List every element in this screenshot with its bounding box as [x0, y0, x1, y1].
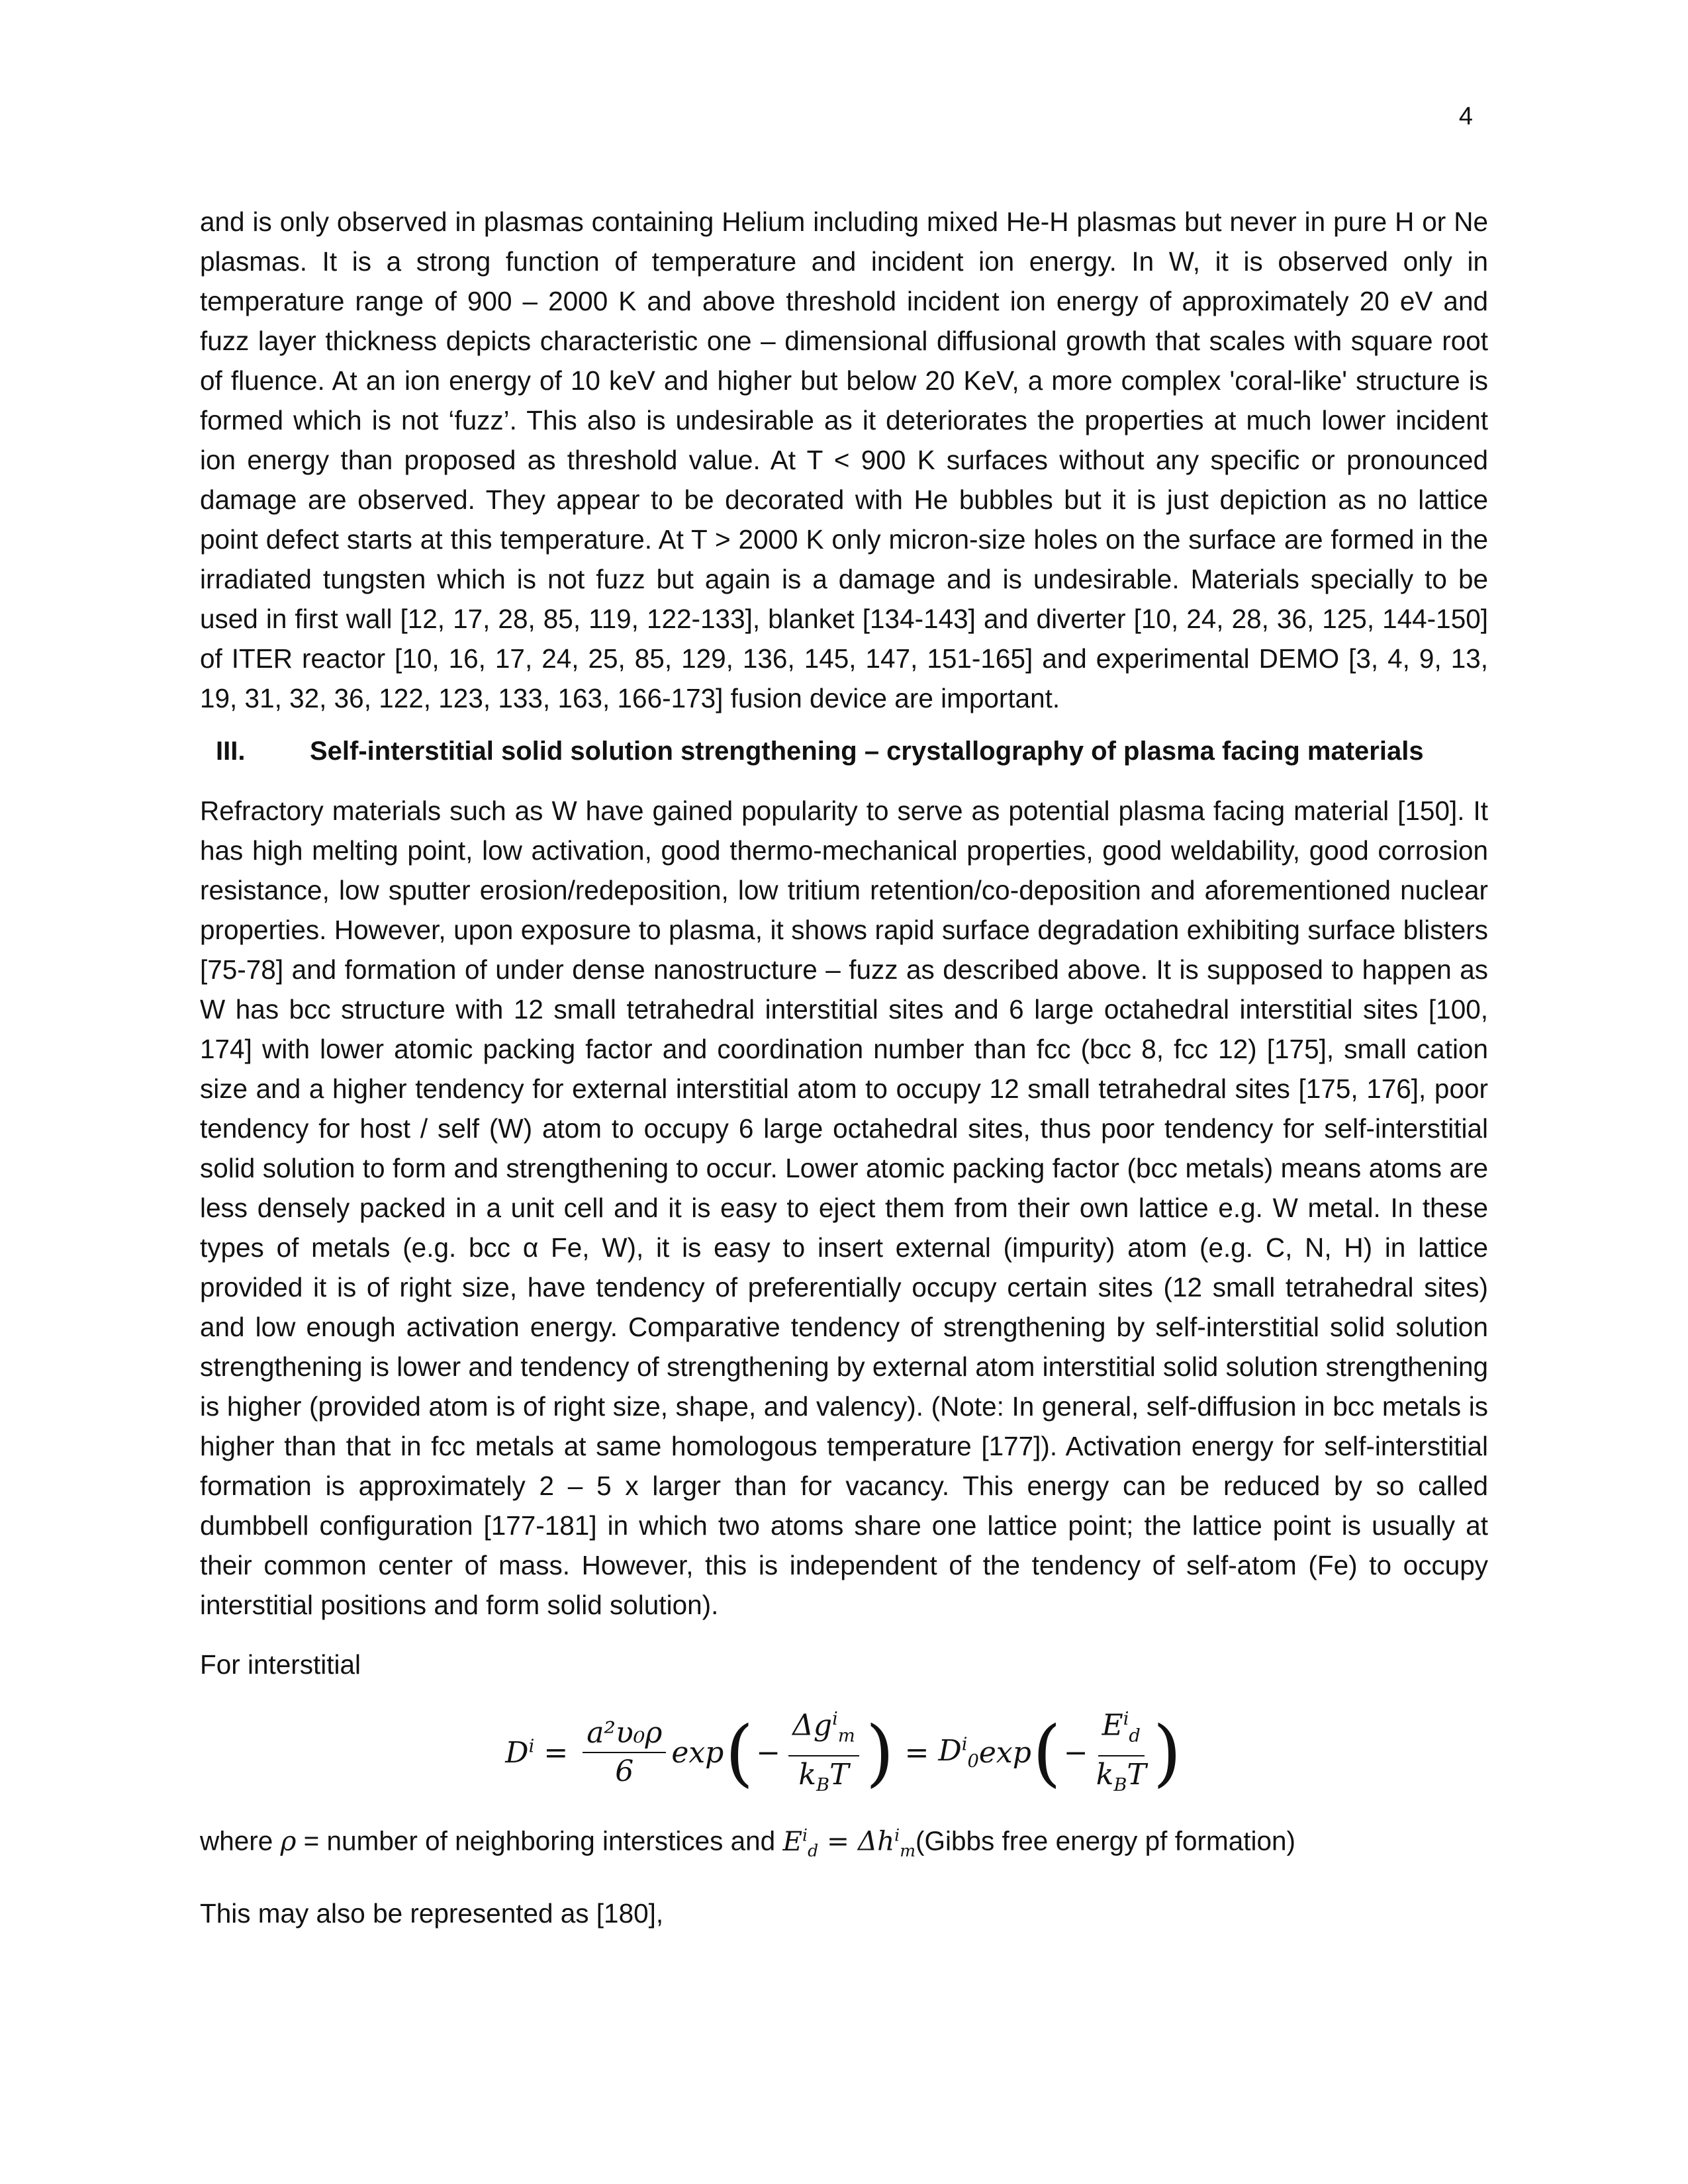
- section-heading: [216, 731, 1488, 771]
- eq-exp: exp: [671, 1735, 724, 1770]
- section-number: III.: [216, 737, 246, 766]
- eq-fraction-prefactor: $\frac{\text{a²υ₀ρ}}{6}$: [583, 1716, 666, 1789]
- eq-equals: =: [904, 1735, 929, 1770]
- eq-fraction-gibbs: $\frac{\Delta g^i_m}{k_BT}$: [788, 1702, 859, 1802]
- represented-line: This may also be represented as [180],: [200, 1897, 664, 1929]
- equation-intro: For interstitial: [200, 1649, 361, 1680]
- body-paragraph: Refractory materials such as W have gained popularity to serve as potential plasma facing material [150]. It has high melting point, low activation, good thermo-mechanical properties, good weldability, good corrosion resistance, low sputter erosion/redeposition, low tritium retention/co-deposition and aforementioned nuclear properties. However, upon exposure to plasma, it shows rapid surface degradation exhibiting surface blisters [75-78] and formation of under dense nanostructure – fuzz as described above. It is supposed to happen as W has bcc structure with 12 small tetrahedral interstitial sites and 6 large octahedral interstitial sites [100, 174] with lower atomic packing factor and coordination number than fcc (bcc 8, fcc 12) [175], small cation size and a higher tendency for external interstitial atom to occupy 12 small tetrahedral sites [175, 176], poor tendency for host / self (W) atom to occupy 6 large octahedral sites, thus poor tendency for self-interstitial solid solution to form and strengthening to occur. Lower atomic packing factor (bcc metals) means atoms are less densely packed in a unit cell and it is easy to eject them from their own lattice e.g. W metal. In these types of metals (e.g. bcc α Fe, W), it is easy to insert external (impurity) atom (e.g. C, N, H) in lattice provided it is of right size, have tendency of preferentially occupy certain sites (12 small tetrahedral sites) and low enough activation energy. Comparative tendency of strengthening by self-interstitial solid solution strengthening is lower and tendency of strengthening by external atom interstitial solid solution strengthening is higher (provided atom is of right size, shape, and valency). (Note: In general, self-diffusion in bcc metals is higher than that in fcc metals at same homologous temperature [177]). Activation energy for self-interstitial formation is approximately 2 – 5 x larger than for vacancy. This energy can be reduced by so called dumbbell configuration [177-181] in which two atoms share one lattice point; the lattice point is usually at their common center of mass. However, this is independent of the tendency of self-atom (Fe) to occupy interstitial positions and form solid solution).: [200, 796, 1488, 1620]
- page-number: 4: [1458, 103, 1473, 130]
- section-title: Self-interstitial solid solution strengthening – crystallography of plasma facing materials: [310, 737, 1424, 766]
- equation-where-line: where ρ = number of neighboring interstices and $E^i_d$ = $\Delta h^i_m(Gibbs$ free energy pf formation): [200, 1825, 1296, 1860]
- eq-d0: $D^i_0$: [938, 1733, 979, 1772]
- eq-exp: exp: [978, 1735, 1031, 1770]
- page-body: [200, 202, 1488, 1956]
- eq-lhs: $D^i$: [505, 1735, 535, 1770]
- diffusion-equation: $D^i$ = $\frac{\text{a²υ₀ρ}}{6}$ exp ( − $\frac{\Delta g^i_m}{k_BT}$ ) = $D^i_0$ exp ( − $\frac{E^i_d}{k_BT}$ ): [200, 1703, 1488, 1802]
- body-paragraph: and is only observed in plasmas containing Helium including mixed He-H plasmas but never in pure H or Ne plasmas. It is a strong function of temperature and incident ion energy. In W, it is observed only in temperature range of 900 – 2000 K and above threshold incident ion energy of approximately 20 eV and fuzz layer thickness depicts characteristic one – dimensional diffusional growth that scales with square root of fluence. At an ion energy of 10 keV and higher but below 20 KeV, a more complex 'coral-like' structure is formed which is not ‘fuzz’. This also is undesirable as it deteriorates the properties at much lower incident ion energy than proposed as threshold value. At T < 900 K surfaces without any specific or pronounced damage are observed. They appear to be decorated with He bubbles but it is just depiction as no lattice point defect starts at this temperature. At T > 2000 K only micron-size holes on the surface are formed in the irradiated tungsten which is not fuzz but again is a damage and is undesirable. Materials specially to be used in first wall [12, 17, 28, 85, 119, 122-133], blanket [134-143] and diverter [10, 24, 28, 36, 125, 144-150] of ITER reactor [10, 16, 17, 24, 25, 85, 129, 136, 145, 147, 151-165] and experimental DEMO [3, 4, 9, 13, 19, 31, 32, 36, 122, 123, 133, 163, 166-173] fusion device are important.: [200, 206, 1488, 713]
- eq-fraction-activation: $\frac{E^i_d}{k_BT}$: [1096, 1702, 1147, 1802]
- eq-equals: =: [543, 1735, 569, 1770]
